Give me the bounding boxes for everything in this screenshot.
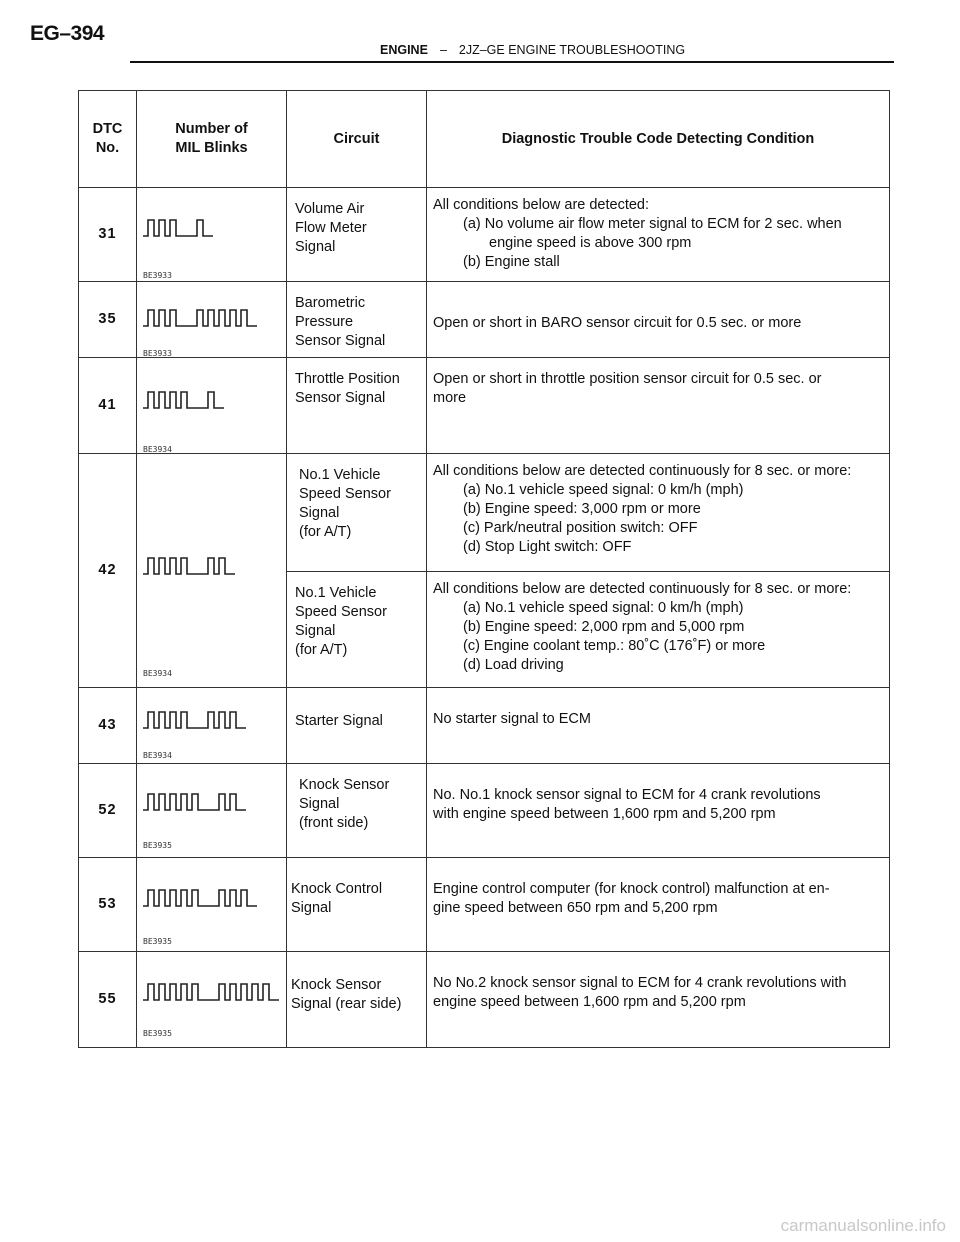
header-condition: Diagnostic Trouble Code Detecting Condition bbox=[427, 91, 890, 188]
circuit-name: No.1 Vehicle Speed Sensor Signal (for A/T) bbox=[287, 454, 427, 572]
table-row bbox=[79, 858, 890, 952]
header-section: ENGINE bbox=[380, 43, 428, 57]
circuit-name: Starter Signal bbox=[287, 688, 427, 764]
dtc-code: 43 bbox=[79, 688, 137, 764]
dtc-table bbox=[78, 90, 890, 1048]
detect-condition: Engine control computer (for knock control) malfunction at en- gine speed between 650 rpm and 5,200 rpm bbox=[427, 858, 890, 952]
table-row bbox=[79, 358, 890, 454]
circuit-name: Knock Sensor Signal (front side) bbox=[287, 764, 427, 858]
figure-code: BE3934 bbox=[143, 751, 172, 760]
header-subtitle: 2JZ–GE ENGINE TROUBLESHOOTING bbox=[458, 43, 686, 57]
dtc-code: 41 bbox=[79, 358, 137, 454]
header-separator: – bbox=[439, 43, 447, 57]
figure-code: BE3935 bbox=[143, 1029, 172, 1038]
header-rule bbox=[130, 61, 894, 63]
table-row bbox=[79, 688, 890, 764]
figure-code: BE3934 bbox=[143, 445, 172, 454]
blink-pattern-icon bbox=[143, 886, 283, 912]
header-circuit: Circuit bbox=[287, 91, 427, 188]
table-row bbox=[79, 282, 890, 358]
figure-code: BE3933 bbox=[143, 349, 172, 358]
header-dtc: DTC No. bbox=[79, 91, 137, 188]
dtc-code: 35 bbox=[79, 282, 137, 358]
detect-condition: All conditions below are detected: (a) No volume air flow meter signal to ECM for 2 sec. when engine speed is above 300 rpm (b) Engine stall bbox=[427, 188, 890, 282]
detect-condition: All conditions below are detected continuously for 8 sec. or more: (a) No.1 vehicle speed signal: 0 km/h (mph) (b) Engine speed: 2,000 rpm and 5,000 rpm (c) Engine coolant temp.: 80˚C (176˚F) or more (d) Load driving bbox=[427, 572, 890, 688]
figure-code: BE3933 bbox=[143, 271, 172, 280]
table-row bbox=[79, 952, 890, 1048]
blink-pattern-icon bbox=[143, 980, 283, 1006]
blink-pattern-icon bbox=[143, 708, 283, 734]
figure-code: BE3935 bbox=[143, 937, 172, 946]
mil-blink-figure bbox=[137, 764, 287, 858]
mil-blink-figure bbox=[137, 688, 287, 764]
dtc-code: 53 bbox=[79, 858, 137, 952]
mil-blink-figure bbox=[137, 952, 287, 1048]
dtc-code: 55 bbox=[79, 952, 137, 1048]
figure-code: BE3935 bbox=[143, 841, 172, 850]
circuit-name: Throttle Position Sensor Signal bbox=[287, 358, 427, 454]
page-number: EG–394 bbox=[30, 22, 105, 45]
mil-blink-figure bbox=[137, 282, 287, 358]
table-header-row bbox=[79, 91, 890, 188]
detect-condition: Open or short in BARO sensor circuit for 0.5 sec. or more bbox=[427, 282, 890, 358]
running-header bbox=[380, 43, 685, 57]
detect-condition: Open or short in throttle position sensor circuit for 0.5 sec. or more bbox=[427, 358, 890, 454]
blink-pattern-icon bbox=[143, 554, 283, 580]
blink-pattern-icon bbox=[143, 388, 283, 414]
detect-condition: No starter signal to ECM bbox=[427, 688, 890, 764]
circuit-name: Volume Air Flow Meter Signal bbox=[287, 188, 427, 282]
header-blinks: Number of MIL Blinks bbox=[137, 91, 287, 188]
circuit-name: Barometric Pressure Sensor Signal bbox=[287, 282, 427, 358]
blink-pattern-icon bbox=[143, 216, 273, 242]
table-row bbox=[79, 454, 890, 572]
dtc-code: 52 bbox=[79, 764, 137, 858]
mil-blink-figure bbox=[137, 358, 287, 454]
circuit-name: Knock Control Signal bbox=[287, 858, 427, 952]
table-row bbox=[79, 188, 890, 282]
blink-pattern-icon bbox=[143, 306, 283, 332]
dtc-code: 31 bbox=[79, 188, 137, 282]
detect-condition: No. No.1 knock sensor signal to ECM for 4 crank revolutions with engine speed between 1,600 rpm and 5,200 rpm bbox=[427, 764, 890, 858]
detect-condition: No No.2 knock sensor signal to ECM for 4 crank revolutions with engine speed between 1,600 rpm and 5,200 rpm bbox=[427, 952, 890, 1048]
blink-pattern-icon bbox=[143, 790, 283, 816]
circuit-name: Knock Sensor Signal (rear side) bbox=[287, 952, 427, 1048]
mil-blink-figure bbox=[137, 188, 287, 282]
detect-condition: All conditions below are detected continuously for 8 sec. or more: (a) No.1 vehicle speed signal: 0 km/h (mph) (b) Engine speed: 3,000 rpm or more (c) Park/neutral position switch: OFF (d) Stop Light switch: OFF bbox=[427, 454, 890, 572]
mil-blink-figure bbox=[137, 454, 287, 688]
circuit-name: No.1 Vehicle Speed Sensor Signal (for A/T) bbox=[287, 572, 427, 688]
table-row bbox=[79, 764, 890, 858]
dtc-code: 42 bbox=[79, 454, 137, 688]
mil-blink-figure bbox=[137, 858, 287, 952]
watermark: carmanualsonline.info bbox=[780, 1216, 946, 1235]
figure-code: BE3934 bbox=[143, 669, 172, 678]
